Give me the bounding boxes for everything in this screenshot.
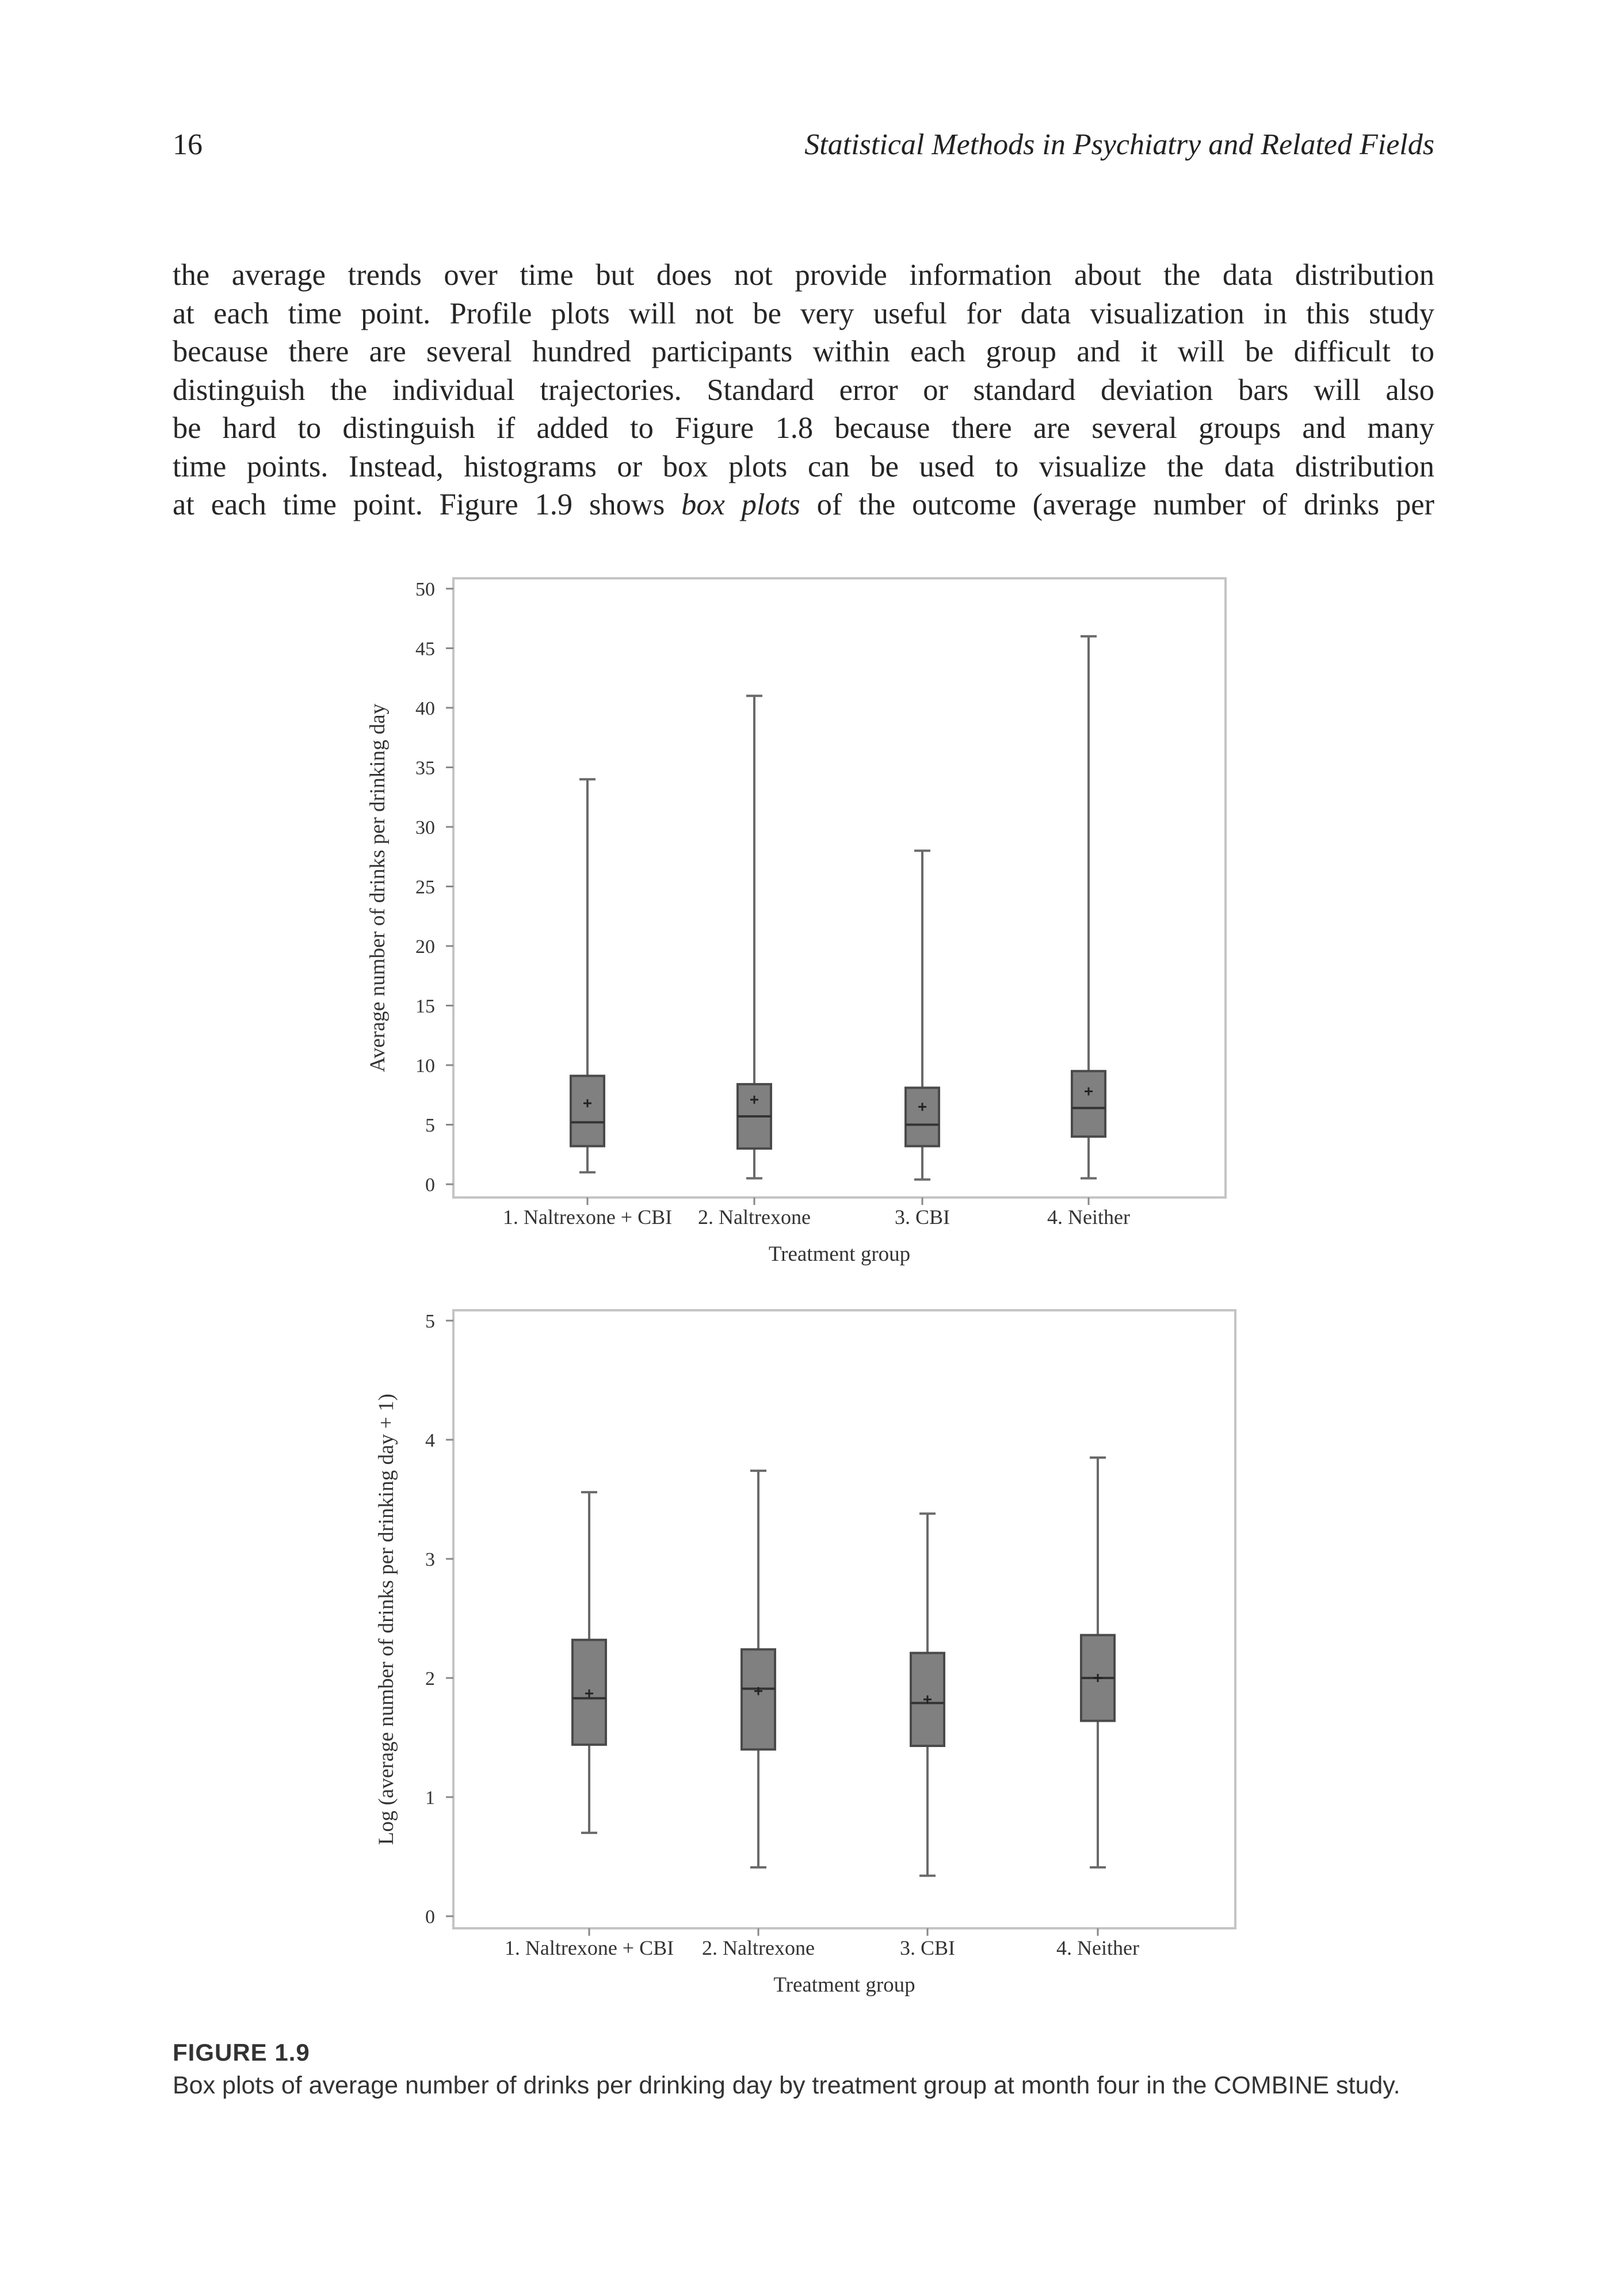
box-2 [742, 1471, 775, 1867]
y-tick-label: 40 [415, 698, 435, 719]
x-axis-title: Treatment group [768, 1242, 911, 1266]
x-axis-title: Treatment group [773, 1973, 915, 1997]
x-tick-label: 1. Naltrexone + CBI [502, 1206, 673, 1229]
y-tick-label: 30 [415, 817, 435, 838]
iqr-box [742, 1649, 775, 1749]
body-line: distinguish the individual trajectories. Standard error or standard deviation bars will also [173, 373, 1434, 407]
box-1 [572, 1492, 606, 1833]
x-tick-label: 2. Naltrexone [702, 1936, 815, 1959]
y-tick-label: 20 [415, 936, 435, 958]
emphasized-term: box plots [681, 488, 800, 521]
y-tick-label: 3 [425, 1549, 435, 1570]
y-tick-label: 1 [425, 1787, 435, 1809]
x-tick-label: 3. CBI [899, 1936, 956, 1959]
running-title: Statistical Methods in Psychiatry and Related Fields [804, 128, 1434, 161]
y-axis-title: Log (average number of drinks per drinking day + 1) [375, 1393, 398, 1845]
box-3 [911, 1513, 944, 1875]
body-line: because there are several hundred participants within each group and it will be difficult to [173, 335, 1434, 368]
y-tick-label: 2 [425, 1668, 435, 1689]
y-tick-label: 15 [415, 996, 435, 1017]
y-tick-label: 5 [425, 1115, 435, 1136]
y-tick-label: 4 [425, 1430, 435, 1451]
body-line: at each time point. Profile plots will not be very useful for data visualization in this study [173, 296, 1434, 330]
plot-frame [453, 1310, 1235, 1928]
y-tick-label: 50 [415, 579, 435, 600]
body-line: time points. Instead, histograms or box plots can be used to visualize the data distribution [173, 449, 1434, 483]
y-tick-label: 10 [415, 1055, 435, 1077]
page-number: 16 [173, 128, 203, 161]
figure-label: FIGURE 1.9 [173, 2039, 310, 2066]
y-tick-label: 45 [415, 638, 435, 660]
box-4 [1081, 1458, 1114, 1867]
body-line: be hard to distinguish if added to Figure 1.8 because there are several groups and many [173, 411, 1434, 445]
figure-caption: Box plots of average number of drinks per drinking day by treatment group at month four in the COMBINE study. [173, 2072, 1400, 2099]
y-tick-label: 35 [415, 757, 435, 779]
x-tick-label: 2. Naltrexone [698, 1206, 811, 1229]
y-tick-label: 5 [425, 1311, 435, 1332]
x-tick-label: 1. Naltrexone + CBI [504, 1936, 674, 1959]
body-line: the average trends over time but does not provide information about the data distribution [173, 258, 1434, 292]
y-axis-title: Average number of drinks per drinking day [366, 703, 390, 1073]
y-tick-label: 0 [425, 1906, 435, 1928]
x-tick-label: 4. Neither [1047, 1206, 1130, 1229]
y-tick-label: 25 [415, 876, 435, 898]
x-tick-label: 3. CBI [894, 1206, 951, 1229]
body-line-text: of the outcome (average number of drinks per [800, 488, 1434, 521]
y-tick-label: 0 [425, 1174, 435, 1196]
body-line-text: at each time point. Figure 1.9 shows [173, 488, 682, 521]
x-tick-label: 4. Neither [1056, 1936, 1139, 1959]
